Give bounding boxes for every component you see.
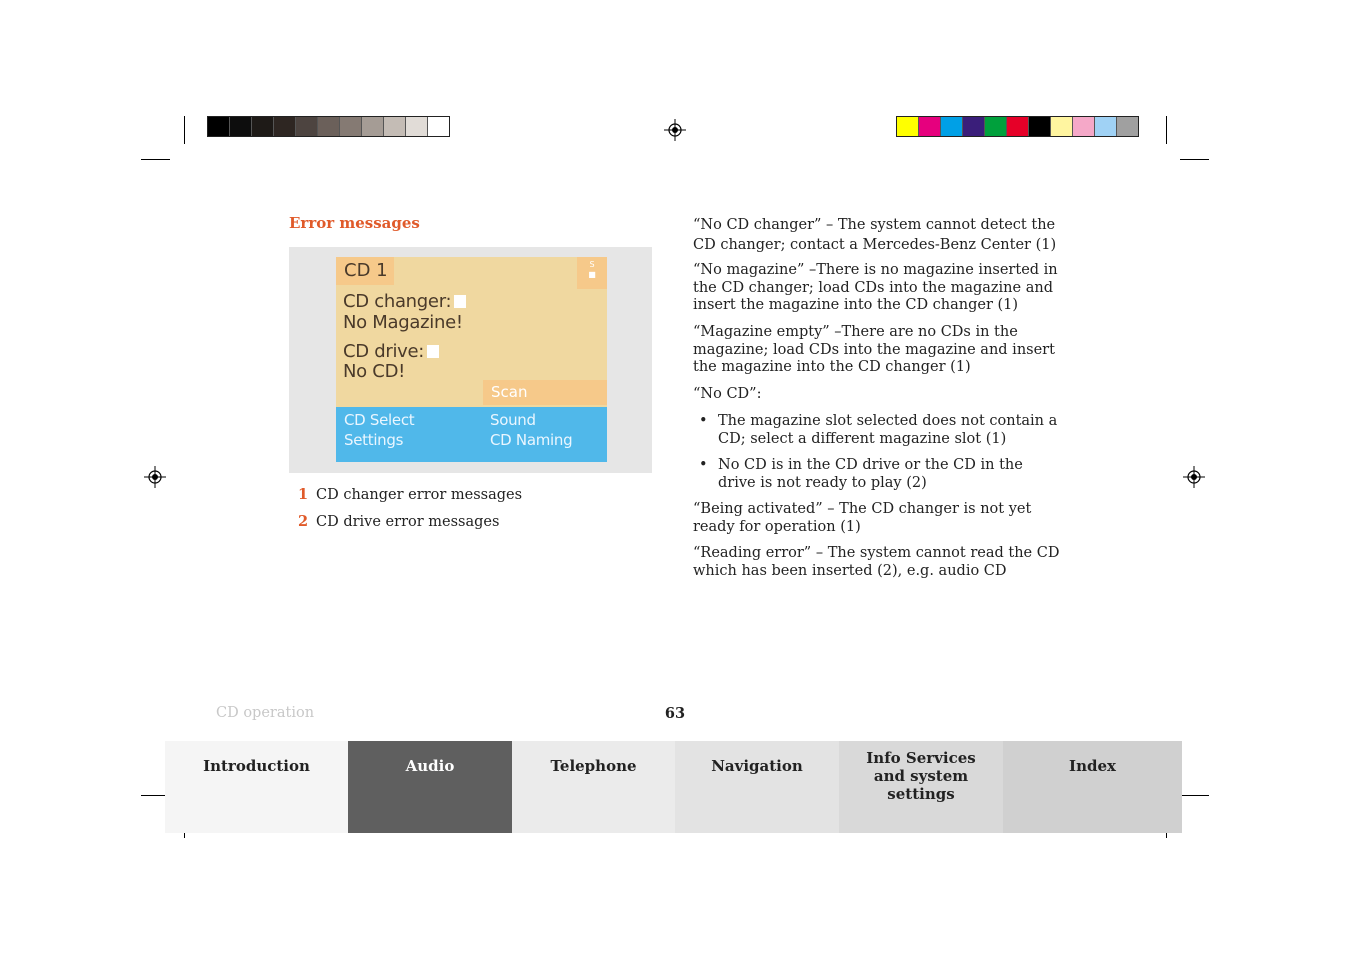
color-swatch — [919, 117, 941, 136]
error-being-activated: “Being activated” – The CD changer is not yet ready for operation (1) — [693, 501, 1032, 535]
page-number: 63 — [664, 705, 686, 722]
display-changer-message: No Magazine! — [343, 312, 463, 333]
registration-mark-icon — [144, 466, 166, 488]
registration-mark-icon — [664, 119, 686, 141]
color-swatch — [1095, 117, 1117, 136]
display-changer-line — [343, 291, 466, 312]
display-drive-line — [343, 341, 439, 362]
error-no-magazine: “No magazine” –There is no magazine inserted in the CD changer; load CDs into the magazine and insert the magazine into the CD changer (1) — [693, 262, 1058, 313]
display-tab-cd1: CD 1 — [336, 257, 394, 285]
color-swatch — [340, 117, 362, 136]
corner-label: S — [589, 260, 595, 269]
marker-box-1 — [454, 295, 466, 308]
nav-tab-index[interactable]: Index — [1003, 741, 1182, 833]
error-no-cd: “No CD”: — [693, 386, 762, 402]
color-swatch — [985, 117, 1007, 136]
section-title: Error messages — [289, 214, 420, 232]
color-swatch — [406, 117, 428, 136]
color-swatch — [1007, 117, 1029, 136]
display-menu-bar — [336, 407, 607, 462]
legend-number: 1 — [298, 486, 309, 503]
display-scan-button: Scan — [483, 380, 607, 405]
color-swatch — [384, 117, 406, 136]
menu-settings: Settings — [344, 431, 404, 449]
nav-tab-introduction[interactable]: Introduction — [165, 741, 348, 833]
nav-tab-navigation[interactable]: Navigation — [675, 741, 839, 833]
crop-mark — [141, 159, 170, 160]
menu-cd-naming: CD Naming — [490, 431, 573, 449]
color-swatch — [428, 117, 449, 136]
color-swatch — [897, 117, 919, 136]
color-swatch — [1051, 117, 1073, 136]
color-swatch — [362, 117, 384, 136]
crop-mark — [1180, 159, 1209, 160]
legend-text: CD changer error messages — [316, 487, 523, 503]
crop-mark — [1180, 795, 1209, 796]
cd-display-screen — [336, 257, 607, 462]
grayscale-calibration-strip — [207, 116, 450, 137]
legend-text: CD drive error messages — [316, 514, 500, 530]
color-swatch — [230, 117, 252, 136]
display-changer-label: CD changer: — [343, 291, 452, 312]
color-swatch — [1117, 117, 1138, 136]
legend-number: 2 — [298, 513, 309, 530]
nav-tab-telephone[interactable]: Telephone — [512, 741, 675, 833]
color-calibration-strip — [896, 116, 1139, 137]
legend-item — [298, 513, 499, 530]
marker-box-2 — [427, 345, 439, 358]
color-swatch — [1029, 117, 1051, 136]
color-swatch — [274, 117, 296, 136]
bullet-icon: • — [699, 457, 708, 473]
nav-tab-info-services[interactable]: Info Services and system settings — [839, 741, 1003, 833]
error-reading-error: “Reading error” – The system cannot read the CD which has been inserted (2), e.g. audio CD — [693, 545, 1060, 579]
no-cd-cause-2: No CD is in the CD drive or the CD in the drive is not ready to play (2) — [718, 457, 1023, 491]
display-drive-label: CD drive: — [343, 341, 425, 362]
error-magazine-empty: “Magazine empty” –There are no CDs in the magazine; load CDs into the magazine and insert the magazine into the CD changer (1) — [693, 324, 1055, 375]
color-swatch — [296, 117, 318, 136]
nav-tab-audio[interactable]: Audio — [348, 741, 512, 833]
color-swatch — [1073, 117, 1095, 136]
error-no-cd-changer: “No CD changer” – The system cannot detect the CD changer; contact a Mercedes-Benz Center (1) — [693, 217, 1057, 253]
display-corner-indicator: S ■ — [577, 257, 607, 289]
crop-mark — [1166, 116, 1167, 144]
display-drive-message: No CD! — [343, 361, 406, 382]
menu-cd-select: CD Select — [344, 411, 415, 429]
no-cd-cause-1: The magazine slot selected does not contain a CD; select a different magazine slot (1) — [718, 413, 1058, 447]
color-swatch — [208, 117, 230, 136]
color-swatch — [318, 117, 340, 136]
chapter-nav-bar — [165, 741, 1182, 833]
color-swatch — [963, 117, 985, 136]
crop-mark — [184, 116, 185, 144]
menu-sound: Sound — [490, 411, 536, 429]
color-swatch — [941, 117, 963, 136]
color-swatch — [252, 117, 274, 136]
registration-mark-icon — [1183, 466, 1205, 488]
footer-section-name: CD operation — [216, 705, 315, 721]
legend-item — [298, 486, 522, 503]
bullet-icon: • — [699, 413, 708, 429]
